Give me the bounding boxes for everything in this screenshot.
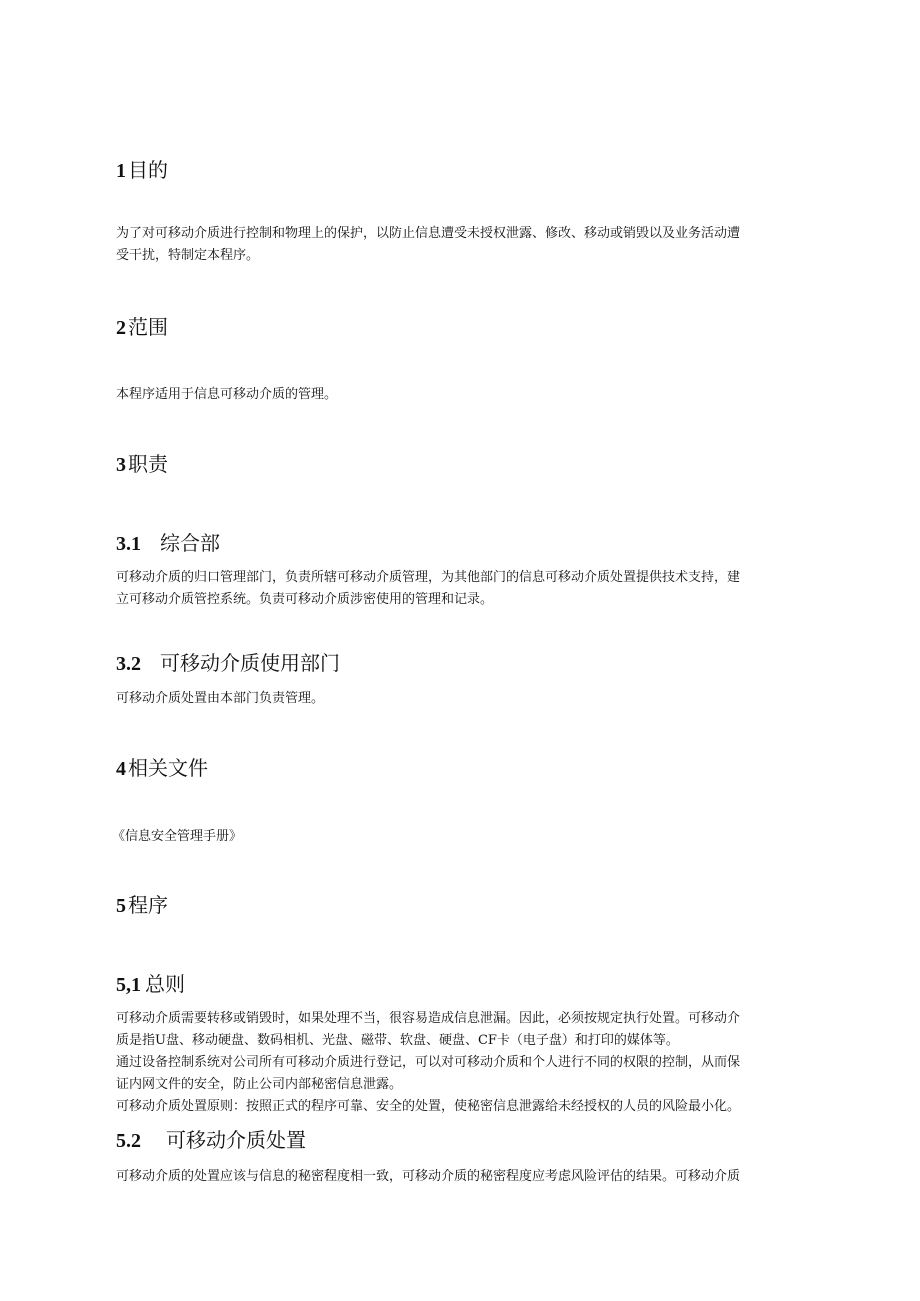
heading-title: 可移动介质处置 xyxy=(166,1128,306,1152)
heading-number: 5,1 xyxy=(116,974,141,996)
paragraph-line: 为了对可移动介质进行控制和物理上的保护，以防止信息遭受未授权泄露、修改、移动或销毁以及业务活动遭 xyxy=(116,226,741,241)
paragraph-line: 本程序适用于信息可移动介质的管理。 xyxy=(116,387,338,402)
heading-number: 2 xyxy=(116,317,126,339)
paragraph-line: 受干扰，特制定本程序。 xyxy=(116,248,260,263)
paragraph-related-docs xyxy=(112,826,816,848)
paragraph-general-dept xyxy=(116,567,820,611)
heading-number: 4 xyxy=(116,758,126,780)
paragraph-line: 可移动介质处置由本部门负责管理。 xyxy=(116,691,325,706)
paragraph-general xyxy=(116,1008,820,1118)
heading-title: 目的 xyxy=(128,158,168,182)
heading-number: 5 xyxy=(116,895,126,917)
paragraph-scope xyxy=(116,384,820,406)
paragraph-line: 质是指U盘、移动硬盘、数码相机、光盘、磁带、软盘、硬盘、CF卡（电子盘）和打印的媒体等。 xyxy=(116,1033,679,1048)
paragraph-line: 证内网文件的安全，防止公司内部秘密信息泄露。 xyxy=(116,1077,403,1092)
paragraph-line: 可移动介质的处置应该与信息的秘密程度相一致，可移动介质的秘密程度应考虑风险评估的结果。可移动介质 xyxy=(116,1169,741,1184)
heading-3-responsibilities xyxy=(116,452,168,477)
heading-5-2-disposal xyxy=(116,1128,306,1153)
heading-4-related-docs xyxy=(116,756,208,781)
paragraph-line: 《信息安全管理手册》 xyxy=(112,829,243,844)
heading-number: 1 xyxy=(116,160,126,182)
heading-number: 3.2 xyxy=(116,653,141,675)
paragraph-line: 立可移动介质管控系统。负责可移动介质涉密使用的管理和记录。 xyxy=(116,592,494,607)
heading-number: 3 xyxy=(116,454,126,476)
heading-title: 可移动介质使用部门 xyxy=(160,651,340,675)
paragraph-line: 可移动介质处置原则：按照正式的程序可靠、安全的处置，使秘密信息泄露给未经授权的人员的风险最小化。 xyxy=(116,1099,741,1114)
heading-5-1-general xyxy=(116,972,185,997)
paragraph-disposal xyxy=(116,1166,820,1188)
paragraph-line: 可移动介质的归口管理部门，负责所辖可移动介质管理，为其他部门的信息可移动介质处置提供技术支持，建 xyxy=(116,570,741,585)
paragraph-line: 通过设备控制系统对公司所有可移动介质进行登记，可以对可移动介质和个人进行不同的权限的控制，从而保 xyxy=(116,1055,741,1070)
heading-title: 范围 xyxy=(128,315,168,339)
heading-5-procedure xyxy=(116,893,168,918)
heading-3-2-using-dept xyxy=(116,651,340,676)
heading-title: 总则 xyxy=(145,972,185,996)
paragraph-using-dept xyxy=(116,688,820,710)
heading-title: 相关文件 xyxy=(128,756,208,780)
heading-title: 综合部 xyxy=(160,531,220,555)
heading-1-purpose xyxy=(116,158,168,183)
heading-title: 程序 xyxy=(128,893,168,917)
heading-2-scope xyxy=(116,315,168,340)
paragraph-purpose xyxy=(116,223,820,267)
paragraph-line: 可移动介质需要转移或销毁时，如果处理不当，很容易造成信息泄漏。因此，必须按规定执行处置。可移动介 xyxy=(116,1011,741,1026)
heading-3-1-general-dept xyxy=(116,531,220,556)
heading-number: 3.1 xyxy=(116,533,141,555)
heading-number: 5.2 xyxy=(116,1130,141,1152)
heading-title: 职责 xyxy=(128,452,168,476)
